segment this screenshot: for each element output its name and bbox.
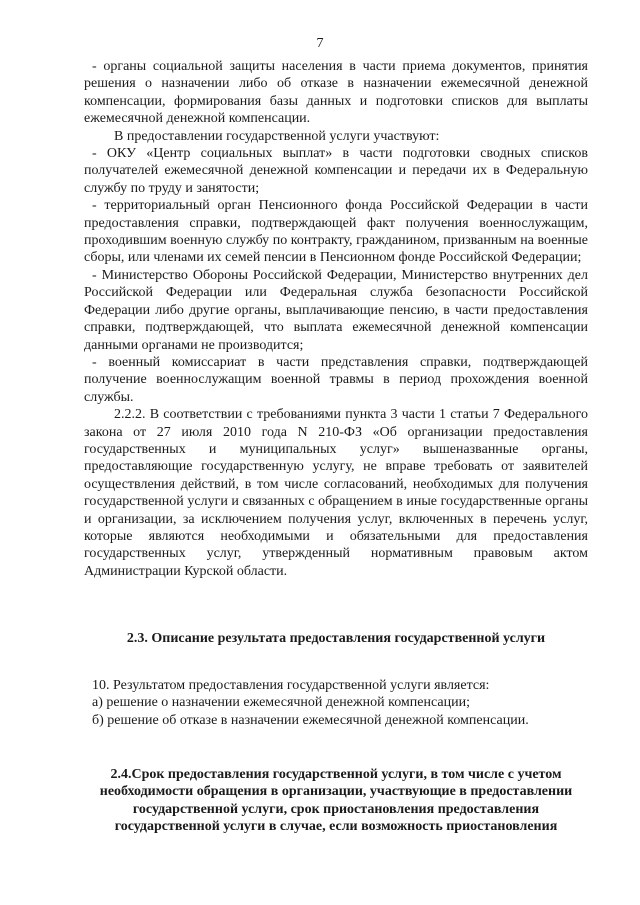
result-intro: 10. Результатом предоставления государственной услуги является: — [92, 678, 490, 693]
section-2-3-result-list — [84, 677, 588, 729]
section-2-4-heading-line: государственной услуги в случае, если возможность приостановления — [114, 819, 558, 835]
result-item-refusal: б) решение об отказе в назначении ежемесячной денежной компенсации. — [92, 712, 529, 728]
document-body — [84, 58, 588, 580]
paragraph-ministries: - Министерство Обороны Российской Федерации, Министерство внутренних дел Российской Федерации или Федеральная служба безопасности Российской Федерации либо другие органы, выплачивающие пенсию, в части предоставления справки, подтверждающей, что выплата ежемесячной денежной компенсации данными органами не производится; — [84, 267, 588, 353]
paragraph-military-commissariat: - военный комиссариат в части представления справки, подтверждающей получение военнослужащим военной травмы в период прохождения военной службы. — [84, 354, 588, 405]
paragraph-participants-intro: В предоставлении государственной услуги участвуют: — [114, 128, 440, 144]
result-item-assignment: а) решение о назначении ежемесячной денежной компенсации; — [92, 695, 470, 711]
page-number: 7 — [316, 36, 324, 51]
section-2-3-heading: 2.3. Описание результата предоставления государственной услуги — [126, 631, 546, 646]
paragraph-2-2-2: 2.2.2. В соответствии с требованиями пункта 3 части 1 статьи 7 Федерального закона от 27 июля 2010 года N 210-ФЗ «Об организации предоставления государственных и муниципальных услуг» вышеназванные органы, предоставляющие государственную услугу, не вправе требовать от заявителей осуществления действий, в том числе согласований, необходимых для получения государственной услуги и связанных с обращением в иные государственные органы и организации, за исключением получения услуг, включенных в перечень услуг, которые являются необходимыми и обязательными для предоставления государственных услуг, утвержденный нормативным правовым актом Администрации Курской области. — [84, 407, 588, 579]
section-2-4-heading-line: 2.4.Срок предоставления государственной услуги, в том числе с учетом — [110, 767, 562, 782]
section-2-4-heading — [74, 766, 598, 836]
paragraph-oku-social-payments: - ОКУ «Центр социальных выплат» в части подготовки сводных списков получателей ежемесячной денежной компенсации и передачи их в Федеральную службу по труду и занятости; — [84, 146, 588, 196]
paragraph-social-protection-bodies: - органы социальной защиты населения в части приема документов, принятия решения о назначении либо об отказе в назначении ежемесячной денежной компенсации, формирования базы данных и подготовки списков для выплаты ежемесячной денежной компенсации. — [84, 59, 588, 127]
paragraph-pension-fund: - территориальный орган Пенсионного фонда Российской Федерации в части предоставления справки, подтверждающей факт получения военнослужащим, проходившим военную службу по контракту, гражданином, призванным на военные сборы, или членами их семей пенсии в Пенсионном фонде Российской Федерации; — [84, 198, 588, 266]
section-2-4-heading-line: государственной услуги, срок приостановления предоставления — [132, 801, 540, 817]
section-2-4-heading-line: необходимости обращения в организации, участвующие в предоставлении — [99, 784, 573, 800]
